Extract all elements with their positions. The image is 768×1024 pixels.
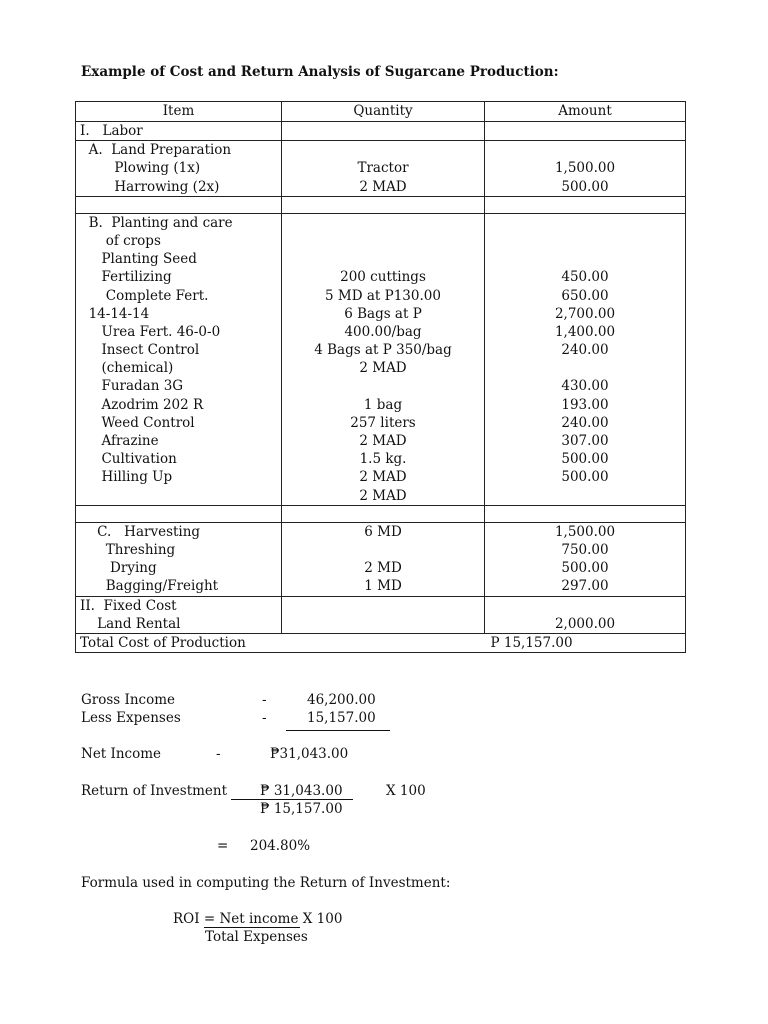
total-row	[76, 633, 686, 652]
land-preparation-items	[76, 141, 282, 197]
cell-line: 2,000.00	[554, 615, 616, 632]
planting-care-row	[76, 213, 686, 505]
cell-line: 400.00/bag	[344, 323, 422, 340]
cell-line	[489, 232, 681, 250]
harvesting-quantities	[282, 522, 485, 596]
gross-income-label: Gross Income	[81, 692, 176, 708]
gross-income-dash: -	[262, 692, 267, 708]
cell-line: C. Harvesting	[80, 523, 201, 540]
cell-line: A. Land Preparation	[80, 142, 232, 159]
table-header-row	[76, 102, 686, 122]
cell-line: 1,500.00	[554, 523, 616, 540]
cell-line	[489, 487, 681, 505]
cell-line: 2 MAD	[359, 433, 407, 449]
cell-line: Plowing (1x)	[80, 160, 201, 177]
labor-section-row	[76, 122, 686, 141]
cell-line: Bagging/Freight	[80, 578, 219, 595]
cell-line: Threshing	[80, 541, 176, 558]
roi-result: 204.80%	[250, 838, 311, 854]
cell-line: Azodrim 202 R	[80, 396, 204, 413]
land-preparation-quantities	[282, 141, 485, 197]
cell-line: 240.00	[561, 414, 609, 431]
planting-care-items	[76, 213, 282, 505]
cell-line	[80, 487, 277, 505]
fixed-cost-row	[76, 596, 686, 633]
document-title: Example of Cost and Return Analysis of Sugarcane Production:	[81, 64, 559, 80]
cell-line: Planting Seed	[80, 251, 197, 268]
formula-intro: Formula used in computing the Return of Investment:	[81, 875, 451, 891]
less-expenses-value: 15,157.00	[307, 710, 376, 726]
fixed-cost-items	[76, 596, 282, 633]
formula-fraction-bar	[204, 927, 300, 928]
less-expenses-dash: -	[262, 710, 267, 726]
cell-line: Weed Control	[80, 414, 195, 431]
labor-label: I. Labor	[76, 122, 282, 141]
cell-line: 750.00	[561, 541, 609, 558]
net-income-dash: -	[216, 746, 221, 762]
cell-line: 1.5 kg.	[359, 451, 407, 468]
roi-numerator: ₱ 31,043.00	[260, 783, 343, 799]
cell-line	[489, 214, 681, 232]
cell-line: 1 bag	[363, 396, 403, 413]
fixed-cost-amounts	[485, 596, 686, 633]
cell-line	[489, 359, 681, 377]
spacer-row	[76, 505, 686, 522]
roi-equals: =	[217, 838, 229, 854]
cell-line	[286, 615, 480, 633]
cell-line: 4 Bags at P 350/bag	[314, 342, 452, 359]
cell-line: II. Fixed Cost	[80, 597, 177, 614]
cell-line: 240.00	[561, 342, 609, 359]
cell-line: 6 Bags at P	[344, 305, 422, 322]
cell-line: Urea Fert. 46-0-0	[80, 323, 221, 340]
cell-line: Harrowing (2x)	[80, 178, 220, 195]
cell-line: 200 cuttings	[340, 269, 426, 286]
cell-line	[489, 597, 681, 615]
cell-line: 14-14-14	[80, 305, 150, 322]
net-income-value: ₱31,043.00	[270, 746, 349, 762]
cell-line: 430.00	[561, 378, 609, 395]
cell-line: 2 MAD	[359, 360, 407, 377]
harvesting-amounts	[485, 522, 686, 596]
harvesting-row	[76, 522, 686, 596]
cell-line: 2 MAD	[359, 469, 407, 486]
cell-line	[286, 597, 480, 615]
gross-income-value: 46,200.00	[307, 692, 376, 708]
cell-line: Insect Control	[80, 342, 200, 359]
roi-multiplier: X 100	[386, 783, 426, 799]
cell-line: 1,400.00	[554, 323, 616, 340]
cell-line: Complete Fert.	[80, 287, 209, 304]
cell-line: 2 MD	[364, 560, 402, 577]
harvesting-items	[76, 522, 282, 596]
spacer-row	[76, 196, 686, 213]
planting-care-quantities	[282, 213, 485, 505]
cell-line: Fertilizing	[80, 269, 172, 286]
cell-line: Land Rental	[80, 615, 181, 632]
subtotal-underline	[286, 730, 390, 731]
roi-denominator: ₱ 15,157.00	[260, 801, 343, 817]
planting-care-amounts	[485, 213, 686, 505]
cell-line: Afrazine	[80, 433, 159, 449]
formula-denominator: Total Expenses	[205, 929, 308, 945]
cell-line: 2 MAD	[359, 178, 407, 195]
cell-line: 1 MD	[364, 578, 402, 595]
cell-line: 297.00	[561, 578, 609, 595]
cell-line	[286, 141, 480, 159]
cell-line: 193.00	[561, 396, 609, 413]
cell-line: 500.00	[561, 560, 609, 577]
fixed-cost-quantities	[282, 596, 485, 633]
cell-line: B. Planting and care	[80, 214, 233, 231]
cell-line: Tractor	[357, 160, 409, 177]
cell-line	[286, 541, 480, 559]
cell-line: 5 MD at P130.00	[325, 287, 441, 304]
formula-numerator: ROI = Net income X 100	[173, 911, 343, 927]
roi-label: Return of Investment	[81, 783, 228, 799]
cell-line: Hilling Up	[80, 469, 173, 486]
roi-fraction-bar	[231, 799, 353, 800]
land-preparation-row	[76, 141, 686, 197]
cell-line: Drying	[80, 560, 157, 577]
cell-line	[489, 141, 681, 159]
cell-line: 2 MAD	[359, 487, 407, 504]
cell-line: 1,500.00	[554, 160, 616, 177]
net-income-label: Net Income	[81, 746, 162, 762]
less-expenses-label: Less Expenses	[81, 710, 181, 726]
cell-line: 257 liters	[350, 414, 416, 431]
cell-line: 500.00	[561, 178, 609, 195]
cell-line	[286, 250, 480, 268]
cell-line: 307.00	[561, 433, 609, 449]
cell-line: Furadan 3G	[80, 378, 184, 395]
cell-line	[489, 250, 681, 268]
cell-line: Cultivation	[80, 451, 177, 468]
cell-line	[286, 232, 480, 250]
cell-line: 500.00	[561, 469, 609, 486]
cell-line	[286, 377, 480, 395]
cell-line: 2,700.00	[554, 305, 616, 322]
cell-line: 650.00	[561, 287, 609, 304]
cell-line: (chemical)	[80, 360, 174, 377]
cell-line	[286, 214, 480, 232]
cell-line: 450.00	[561, 269, 609, 286]
cell-line: of crops	[80, 232, 161, 249]
cell-line: 6 MD	[364, 523, 402, 540]
cost-return-table	[75, 101, 686, 653]
cell-line: 500.00	[561, 451, 609, 468]
header-amount: Amount	[485, 102, 686, 122]
total-label: Total Cost of Production	[76, 633, 282, 652]
header-item: Item	[76, 102, 282, 122]
total-amount: P 15,157.00	[485, 633, 686, 652]
land-preparation-amounts	[485, 141, 686, 197]
header-quantity: Quantity	[282, 102, 485, 122]
